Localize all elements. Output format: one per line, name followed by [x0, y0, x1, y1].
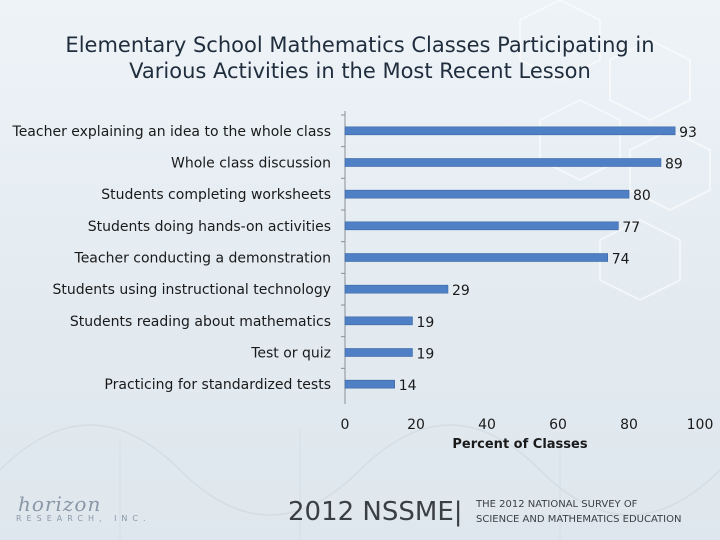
- x-axis-label: Percent of Classes: [452, 437, 588, 452]
- chart-title-line-1: Elementary School Mathematics Classes Participating in: [65, 33, 655, 57]
- bar: [345, 127, 675, 135]
- bar: [345, 349, 412, 357]
- data-label: 89: [664, 156, 683, 173]
- data-label: 80: [633, 188, 651, 205]
- category-label: Teacher explaining an idea to the whole class: [12, 123, 331, 140]
- data-label: 74: [611, 251, 630, 268]
- x-tick-label: 60: [549, 417, 567, 433]
- logo-subtext: RESEARCH, INC.: [16, 514, 151, 523]
- bar: [345, 254, 608, 262]
- survey-subtitle-line-2: SCIENCE AND MATHEMATICS EDUCATION: [476, 514, 682, 525]
- category-label: Students reading about mathematics: [69, 313, 331, 330]
- data-label: 77: [622, 219, 641, 236]
- chart-title-line-2: Various Activities in the Most Recent Lesson: [129, 59, 591, 83]
- survey-subtitle-line-1: THE 2012 NATIONAL SURVEY OF: [476, 499, 638, 510]
- category-label: Students completing worksheets: [101, 187, 331, 204]
- survey-title: 2012 NSSME|: [288, 497, 463, 527]
- bar: [345, 222, 618, 230]
- bar: [345, 285, 448, 293]
- data-label: 93: [679, 124, 697, 141]
- horizon-logo: [14, 492, 151, 528]
- bar: [345, 317, 412, 325]
- category-label: Students doing hands-on activities: [87, 218, 331, 235]
- bar: [345, 159, 661, 167]
- category-label: Teacher conducting a demonstration: [74, 250, 331, 267]
- data-label: 29: [451, 283, 470, 300]
- x-tick-label: 20: [407, 417, 425, 433]
- category-label: Students using instructional technology: [52, 282, 331, 299]
- logo-wordmark: horizon: [18, 492, 102, 516]
- x-tick-label: 40: [478, 417, 496, 433]
- x-tick-label: 0: [340, 417, 350, 433]
- category-label: Whole class discussion: [171, 155, 331, 172]
- category-label: Test or quiz: [251, 345, 331, 362]
- bar: [345, 190, 629, 198]
- survey-subtitle: [476, 497, 681, 527]
- category-label: Practicing for standardized tests: [104, 377, 331, 394]
- data-label: 14: [398, 378, 417, 395]
- data-label: 19: [416, 346, 435, 363]
- x-tick-label: 100: [686, 417, 714, 433]
- x-tick-label: 80: [620, 417, 638, 433]
- bar: [345, 380, 395, 388]
- data-label: 19: [416, 314, 435, 331]
